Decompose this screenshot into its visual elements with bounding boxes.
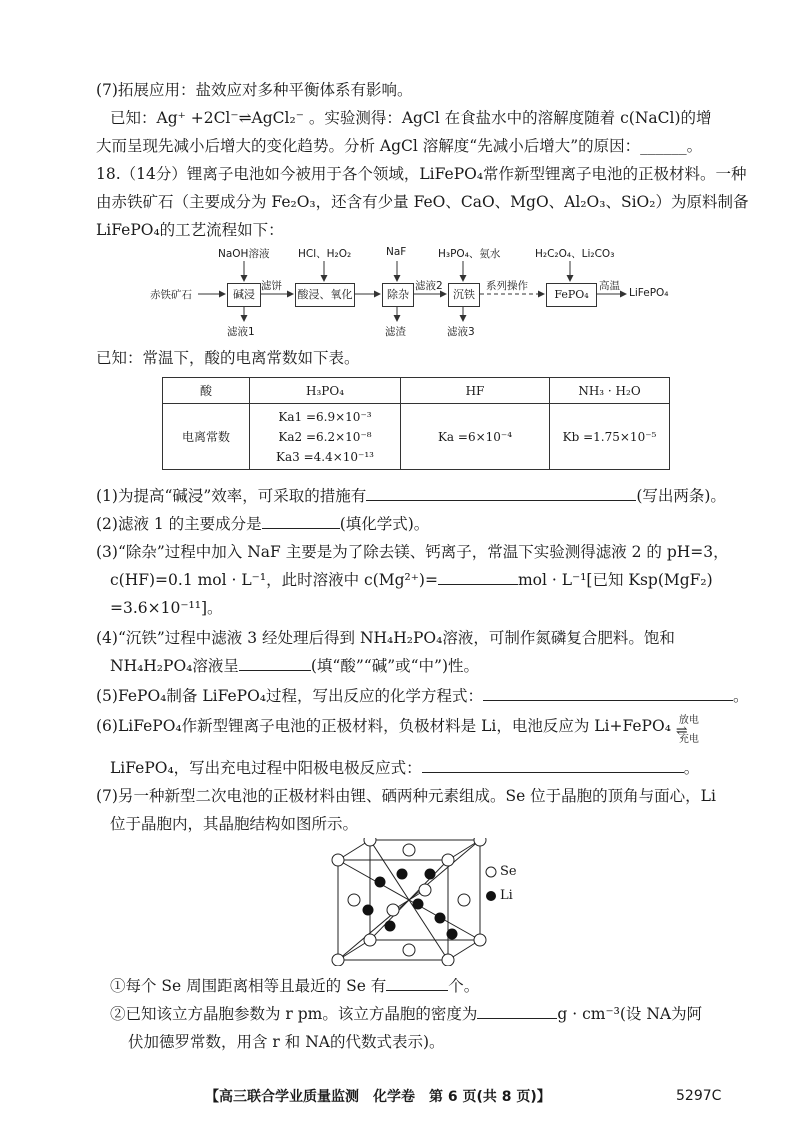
equilibrium-arrow-icon: ⇌: [675, 723, 688, 739]
flow-box-iron-precipitation: 沉铁: [448, 283, 480, 307]
question-3-line1: (3)“除杂”过程中加入 NaF 主要是为了除去镁、钙离子，常温下实验测得滤液 2 的 pH=3，: [96, 543, 729, 561]
question-4-line1: (4)“沉铁”过程中滤液 3 经处理后得到 NH₄H₂PO₄溶液，可制作氮磷复合肥料。饱和: [96, 629, 675, 647]
q4-answer-blank[interactable]: [239, 656, 311, 671]
flow-start-label: 赤铁矿石: [150, 289, 192, 301]
q3-unit: mol · L⁻¹[已知 Ksp(MgF₂): [517, 571, 713, 589]
known-constants-text: 已知：常温下，酸的电离常数如下表。: [96, 349, 360, 367]
crystal-cell-diagram: [330, 838, 530, 966]
flow-input-hcl: HCl、H₂O₂: [298, 248, 352, 260]
flow-input-naoh: NaOH溶液: [218, 248, 270, 260]
flow-arrow-label-cake: 滤饼: [261, 280, 282, 292]
table-row-label: 电离常数: [163, 404, 250, 470]
q18-intro2: 由赤铁矿石（主要成分为 Fe₂O₃，还含有少量 FeO、CaO、MgO、Al₂O₃、SiO₂）为原料制备: [96, 193, 749, 211]
question-1: [96, 486, 726, 506]
ionization-constants-table: [162, 377, 670, 470]
q17-7-line2: 已知：Ag⁺ +2Cl⁻⇌AgCl₂⁻ 。实验测得：AgCl 在食盐水中的溶解度随着 c(NaCl)的增: [110, 109, 712, 127]
q4-text: NH₄H₂PO₄溶液呈: [110, 657, 239, 675]
table-cell-h3po4: [250, 404, 401, 470]
q4-suffix: (填“酸”“碱”或“中”)性。: [310, 657, 480, 675]
charge-label: 充电: [678, 734, 699, 745]
ka3-value: Ka3 =4.4×10⁻¹³: [276, 449, 374, 464]
question-6-line2: [110, 758, 699, 778]
q6-answer-blank[interactable]: [422, 758, 684, 773]
question-7-line1: (7)另一种新型二次电池的正极材料由锂、硒两种元素组成。Se 位于晶胞的顶角与面心，Li: [96, 787, 716, 805]
table-header-acid: 酸: [163, 378, 250, 404]
legend-li-icon: [486, 891, 496, 901]
question-2: [96, 514, 429, 534]
flow-output-residue: 滤渣: [385, 326, 406, 338]
q18-intro3: LiFePO₄的工艺流程如下：: [96, 221, 284, 239]
process-flow-diagram: [150, 243, 669, 348]
q5-suffix: 。: [733, 687, 749, 705]
flow-arrow-label-high-temp: 高温: [599, 280, 620, 292]
s2-text: ②已知该立方晶胞参数为 r pm。该立方晶胞的密度为: [110, 1005, 478, 1023]
q2-text: (2)滤液 1 的主要成分是: [96, 515, 262, 533]
q2-answer-blank[interactable]: [262, 514, 340, 529]
flow-input-h3po4: H₃PO₄、氨水: [438, 248, 501, 260]
flow-output-filtrate1: 滤液1: [227, 326, 255, 338]
table-header-nh3: NH₃ · H₂O: [550, 378, 670, 404]
q18-intro1: 18.（14分）锂离子电池如今被用于各个领域，LiFePO₄常作新型锂离子电池的正极材料。一种: [96, 165, 747, 183]
q3-text: c(HF)=0.1 mol · L⁻¹，此时溶液中 c(Mg²⁺)=: [110, 571, 438, 589]
table-cell-hf: Ka =6×10⁻⁴: [401, 404, 550, 470]
s1-text: ①每个 Se 周围距离相等且最近的 Se 有: [110, 977, 387, 995]
question-7-sub1: [110, 976, 479, 996]
q17-7-line3: 大而呈现先减小后增大的变化趋势。分析 AgCl 溶解度“先减小后增大”的原因：______。: [96, 137, 703, 155]
q6b-text: LiFePO₄，写出充电过程中阳极电极反应式：: [110, 759, 422, 777]
q3-answer-blank[interactable]: [438, 570, 518, 585]
legend-se-icon: [486, 867, 496, 877]
flow-end-label: LiFePO₄: [629, 287, 669, 299]
question-4-line2: [110, 656, 479, 676]
s1-answer-blank[interactable]: [386, 976, 448, 991]
flow-box-alkali-leach: 碱浸: [227, 283, 261, 307]
question-7-sub2-line2: 伏加德罗常数，用含 r 和 NA的代数式表示)。: [128, 1033, 445, 1051]
flow-box-impurity-removal: 除杂: [382, 283, 414, 307]
q1-text: (1)为提高“碱浸”效率，可采取的措施有: [96, 487, 367, 505]
question-6-line1: [96, 715, 708, 745]
table-header-hf: HF: [401, 378, 550, 404]
question-3-line2: [110, 570, 713, 590]
s2-answer-blank[interactable]: [477, 1004, 557, 1019]
q5-answer-blank[interactable]: [483, 686, 733, 701]
flow-input-naf: NaF: [386, 246, 407, 258]
reversible-arrow: [675, 715, 708, 745]
question-7-sub2: [110, 1004, 702, 1024]
q6-suffix: 。: [683, 759, 700, 777]
q2-suffix: (填化学式)。: [339, 515, 430, 533]
question-7-line2: 位于晶胞内，其晶胞结构如图所示。: [110, 815, 359, 833]
question-3-line3: =3.6×10⁻¹¹]。: [110, 599, 223, 617]
q17-7-line1: (7)拓展应用：盐效应对多种平衡体系有影响。: [96, 81, 413, 99]
ka1-value: Ka1 =6.9×10⁻³: [278, 409, 372, 424]
q1-answer-blank[interactable]: [366, 486, 636, 501]
page-footer: 【高三联合学业质量监测 化学卷 第 6 页(共 8 页)】: [205, 1089, 551, 1105]
flow-arrow-label-filtrate2: 滤液2: [415, 280, 443, 292]
table-cell-nh3: Kb =1.75×10⁻⁵: [550, 404, 670, 470]
legend-li-label: Li: [500, 888, 513, 903]
exam-code: 5297C: [676, 1088, 722, 1104]
ka2-value: Ka2 =6.2×10⁻⁸: [278, 429, 372, 444]
flow-box-acid-leach: 酸浸、氧化: [295, 283, 355, 307]
discharge-label: 放电: [678, 715, 699, 726]
flow-input-h2c2o4: H₂C₂O₄、Li₂CO₃: [535, 248, 615, 260]
flow-output-filtrate3: 滤液3: [447, 326, 475, 338]
table-header-h3po4: H₃PO₄: [250, 378, 401, 404]
s2-unit: g · cm⁻³(设 NA为阿: [557, 1005, 703, 1023]
s1-suffix: 个。: [448, 977, 480, 995]
flow-box-fepo4: FePO₄: [546, 283, 597, 307]
q6-text: (6)LiFePO₄作新型锂离子电池的正极材料，负极材料是 Li，电池反应为 Li+FePO₄: [96, 717, 671, 735]
flow-arrow-label-series-ops: 系列操作: [486, 280, 528, 292]
q5-text: (5)FePO₄制备 LiFePO₄过程，写出反应的化学方程式：: [96, 687, 483, 705]
question-5: [96, 686, 749, 706]
q1-suffix: (写出两条)。: [636, 487, 726, 505]
legend-se-label: Se: [500, 864, 517, 879]
